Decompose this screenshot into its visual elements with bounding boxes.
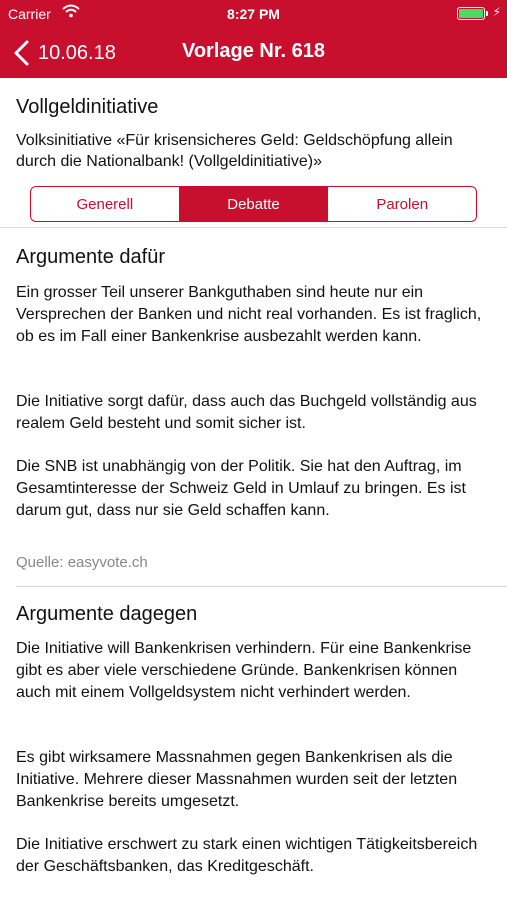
status-bar [0,0,507,28]
tab-generell[interactable]: Generell [31,187,180,221]
proposal-title: Vollgeldinitiative [16,96,159,118]
back-button-label: 10.06.18 [38,41,116,64]
battery-icon [457,7,485,20]
pro-heading: Argumente dafür [16,246,165,268]
pro-paragraph-2: Die Initiative sorgt dafür, dass auch das Buchgeld vollständig aus realem Geld besteht und somit sicher ist. [16,393,477,432]
source-label: Quelle: easyvote.ch [16,554,148,571]
tab-parolen[interactable]: Parolen [376,195,429,213]
tab-segmented-control [30,186,477,222]
contra-paragraph-2: Es gibt wirksamere Massnahmen gegen Bankenkrisen als die Initiative. Mehrere dieser Massnahmen wurden seit der letzten Bankenkrise bereits umgesetzt. [16,749,458,810]
page-title: Vorlage Nr. 618 [181,40,326,62]
contra-heading: Argumente dagegen [16,603,198,625]
tab-debatte[interactable]: Debatte [180,187,329,221]
navigation-bar [0,28,507,78]
contra-paragraph-1: Die Initiative will Bankenkrisen verhindern. Für eine Bankenkrise gibt es aber viele verschiedene Gründe. Bankenkrisen können auch mit einem Vollgeldsystem nicht verhindert werden. [16,640,472,701]
section-divider [16,586,507,587]
charging-bolt-icon: ⚡ [492,5,501,19]
carrier-label: Carrier [8,6,51,22]
pro-paragraph-1: Ein grosser Teil unserer Bankguthaben sind heute nur ein Versprechen der Banken und nicht real vorhanden. Es ist fraglich, ob es im Fall einer Bankenkrise ausbezahlt werden kann. [16,284,482,345]
pro-paragraph-3: Die SNB ist unabhängig von der Politik. Sie hat den Auftrag, im Gesamtinteresse der Schweiz Geld in Umlauf zu bringen. Es ist darum gut, dass nur sie Geld schaffen kann. [16,458,466,519]
contra-paragraph-3: Die Initiative erschwert zu stark einen wichtigen Tätigkeitsbereich der Geschäftsbanken, das Kreditgeschäft. [16,836,478,875]
proposal-header [0,78,507,228]
proposal-subtitle: Volksinitiative «Für krisensicheres Geld: Geldschöpfung allein durch die Nationalbank! (Vollgeldinitiative)» [16,132,453,170]
status-time: 8:27 PM [227,6,280,22]
